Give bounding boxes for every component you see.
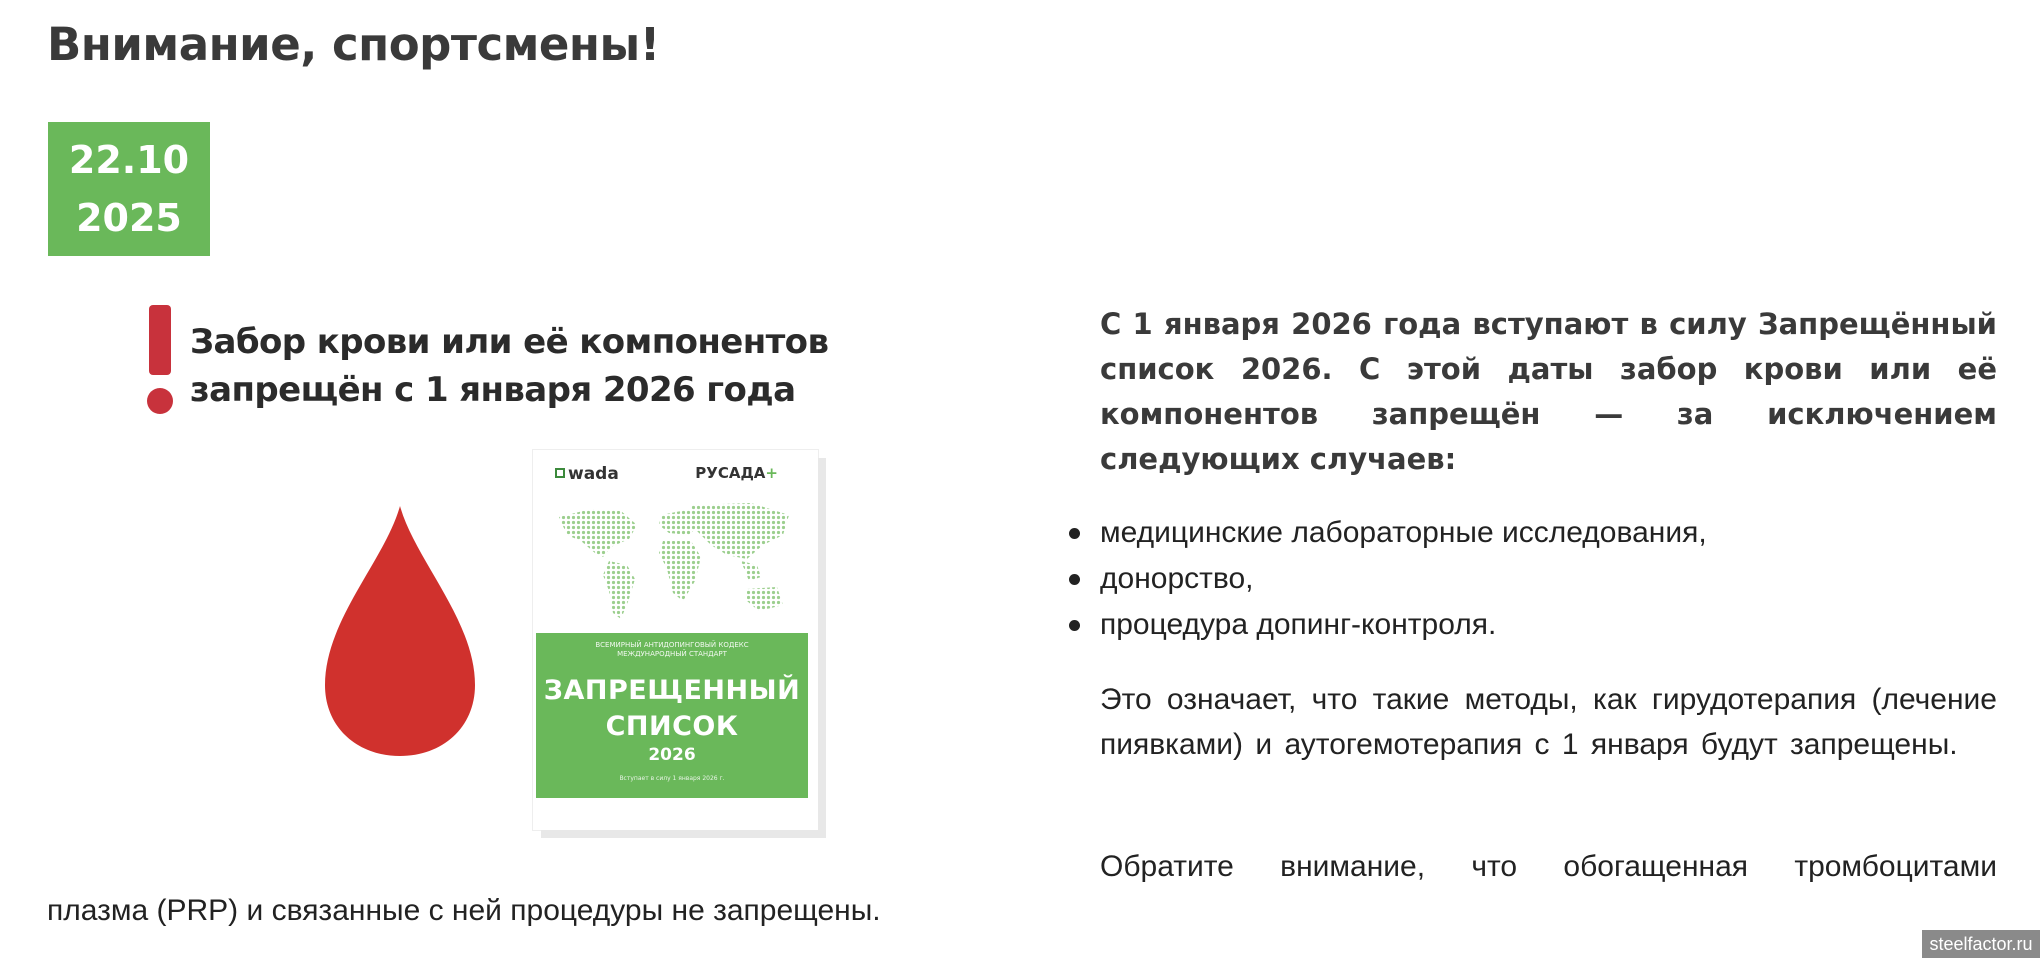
page-title: Внимание, спортсмены! bbox=[47, 18, 660, 71]
exceptions-list bbox=[1100, 510, 1707, 648]
article-note-line-2: плазма (PRP) и связанные с ней процедуры не запрещены. bbox=[47, 894, 881, 927]
article-meaning-paragraph: Это означает, что такие методы, как гирудотерапия (лечение пиявками) и аутогемотерапия с 1 января будут запрещены. bbox=[1100, 683, 1997, 761]
headline-line-2: запрещён с 1 января 2026 года bbox=[190, 370, 796, 410]
article-note-line-1: Обратите внимание, что обогащенная тромбоцитами bbox=[1100, 850, 1997, 883]
date-badge bbox=[48, 122, 210, 256]
booklet-footer: Вступает в силу 1 января 2026 г. bbox=[619, 775, 725, 782]
infographic-image bbox=[140, 300, 900, 840]
booklet-subtitle: ВСЕМИРНЫЙ АНТИДОПИНГОВЫЙ КОДЕКС МЕЖДУНАРОДНЫЙ СТАНДАРТ bbox=[595, 641, 749, 658]
infographic-headline bbox=[190, 318, 910, 414]
date-year: 2025 bbox=[76, 196, 182, 240]
exclamation-icon bbox=[146, 305, 176, 415]
site-watermark: steelfactor.ru bbox=[1922, 930, 2040, 958]
rusada-logo: РУСАДА+ bbox=[695, 464, 778, 482]
date-day-month: 22.10 bbox=[68, 138, 190, 182]
booklet-title: ЗАПРЕЩЕННЫЙ СПИСОК bbox=[543, 675, 801, 742]
list-item: донорство, bbox=[1100, 556, 1707, 602]
booklet-year: 2026 bbox=[648, 745, 696, 765]
booklet-cover bbox=[536, 633, 808, 798]
prohibited-list-booklet bbox=[533, 450, 818, 830]
list-item: процедура допинг-контроля. bbox=[1100, 602, 1707, 648]
article-lead: С 1 января 2026 года вступают в силу Запрещённый список 2026. С этой даты забор крови или её компонентов запрещён — за исключением следующих случаев: bbox=[1100, 307, 1997, 476]
list-item: медицинские лабораторные исследования, bbox=[1100, 510, 1707, 556]
world-map-icon bbox=[551, 495, 801, 625]
wada-logo: wada bbox=[555, 464, 619, 484]
blood-drop-icon bbox=[320, 500, 480, 760]
headline-line-1: Забор крови или её компонентов bbox=[190, 322, 829, 362]
